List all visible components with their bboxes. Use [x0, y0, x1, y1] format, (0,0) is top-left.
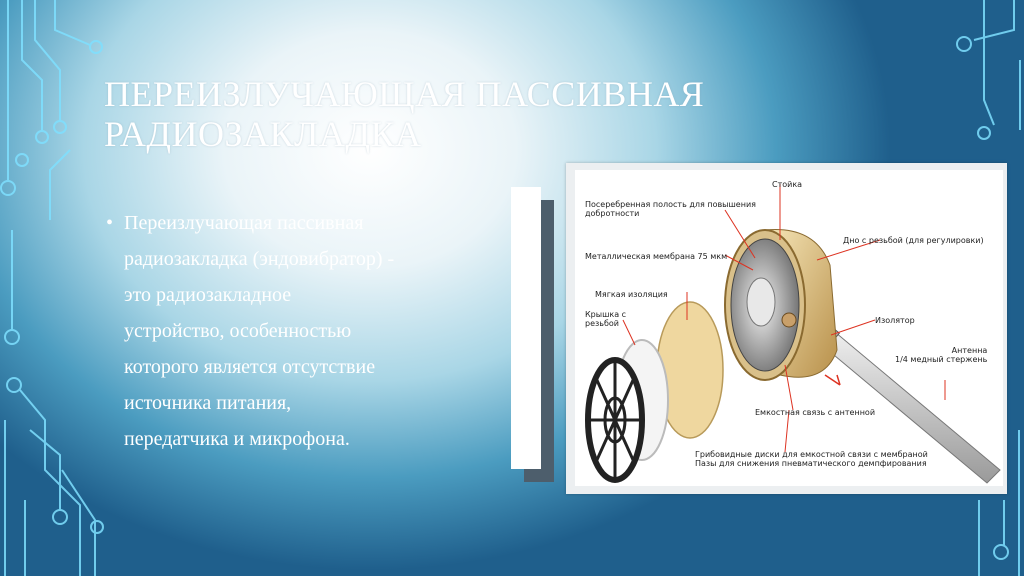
bullet-list	[106, 205, 486, 457]
label-discs: Грибовидные диски для емкостной связи с мембраной Пазы для снижения пневматического демпфирования	[695, 450, 928, 468]
slide-title: ПЕРЕИЗЛУЧАЮЩАЯ ПАССИВНАЯ РАДИОЗАКЛАДКА	[104, 74, 705, 154]
decorative-bar	[511, 187, 541, 469]
endovibrator-diagram	[575, 170, 1003, 486]
label-insulator: Изолятор	[875, 316, 915, 325]
label-antenna: Антенна 1/4 медный стержень	[895, 346, 988, 364]
label-soft-insulation: Мягкая изоляция	[595, 290, 668, 299]
label-bottom: Дно с резьбой (для регулировки)	[843, 236, 984, 245]
bullet-marker: •	[106, 212, 114, 234]
circuit-decoration-left	[0, 0, 110, 576]
resonator-body	[725, 229, 837, 380]
label-cover: Крышка с резьбой	[585, 310, 627, 328]
bullet-text: Переизлучающая пассивная радиозакладка (эндовибратор) - это радиозакладное устройство, особенностью которого является отсутствие источника питания, передатчика и микрофона.	[124, 212, 395, 450]
label-stand: Стойка	[772, 180, 803, 189]
label-capacitive: Емкостная связь с антенной	[755, 408, 876, 417]
threaded-cover	[588, 360, 642, 480]
label-membrane: Металлическая мембрана 75 мкм	[585, 252, 728, 261]
label-cavity: Посеребренная полость для повышения добротности	[585, 200, 756, 218]
